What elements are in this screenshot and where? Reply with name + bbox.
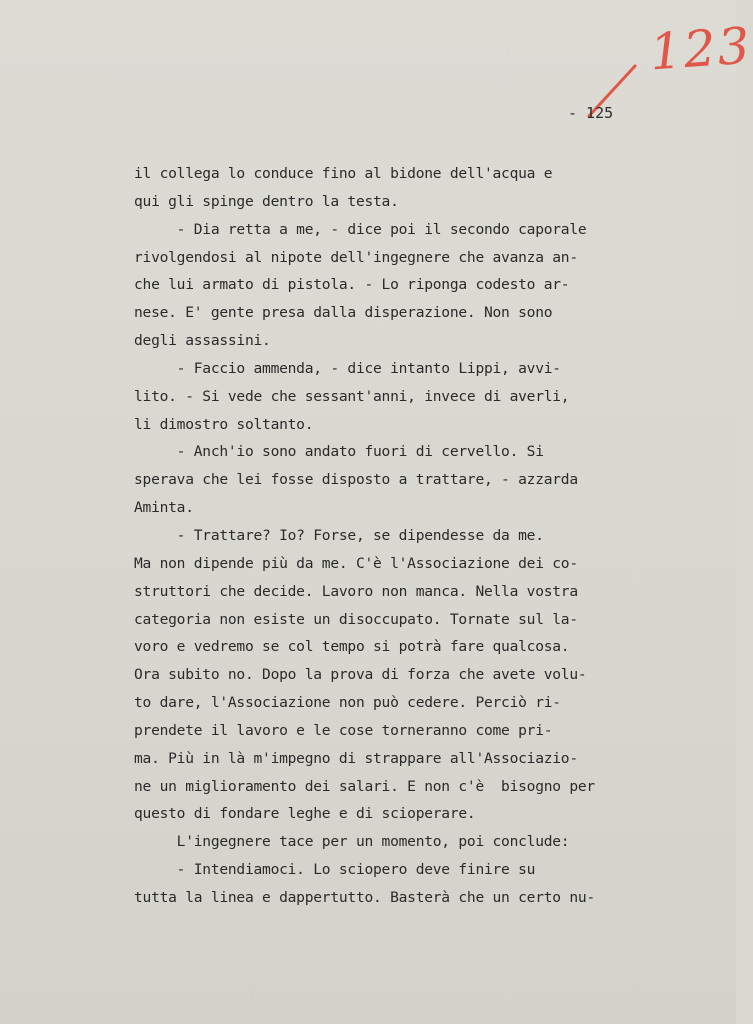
text-line: qui gli spinge dentro la testa. xyxy=(134,192,399,210)
text-line: categoria non esiste un disoccupato. Tornate sul la- xyxy=(134,610,578,628)
text-line: questo di fondare leghe e di scioperare. xyxy=(134,805,476,823)
text-line: to dare, l'Associazione non può cedere. Perciò ri- xyxy=(134,694,561,712)
text-line: - Faccio ammenda, - dice intanto Lippi, avvi- xyxy=(134,359,561,377)
text-line: voro e vedremo se col tempo si potrà fare qualcosa. xyxy=(134,638,570,656)
text-line: - Dia retta a me, - dice poi il secondo caporale xyxy=(134,220,587,238)
text-line: - Intendiamoci. Lo sciopero deve finire su xyxy=(134,861,536,879)
text-line: rivolgendosi al nipote dell'ingegnere che avanza an- xyxy=(134,248,578,266)
text-line: nese. E' gente presa dalla disperazione. Non sono xyxy=(134,304,553,322)
text-line: sperava che lei fosse disposto a trattare, - azzarda xyxy=(134,471,578,489)
text-line: - Trattare? Io? Forse, se dipendesse da me. xyxy=(134,526,544,544)
text-line: Ma non dipende più da me. C'è l'Associazione dei co- xyxy=(134,554,578,572)
text-line: ma. Più in là m'impegno di strappare all'Associazio- xyxy=(134,749,578,767)
text-line: lito. - Si vede che sessant'anni, invece di averli, xyxy=(134,387,570,405)
text-line: li dimostro soltanto. xyxy=(134,415,314,433)
text-line: Ora subito no. Dopo la prova di forza che avete volu- xyxy=(134,666,587,684)
text-line: Aminta. xyxy=(134,499,194,517)
page-number: - 125 xyxy=(568,104,614,122)
text-line: tutta la linea e dappertutto. Basterà che un certo nu- xyxy=(134,888,595,906)
text-line: degli assassini. xyxy=(134,332,271,350)
text-line: L'ingegnere tace per un momento, poi conclude: xyxy=(134,833,570,851)
handwritten-folio-number: 123 xyxy=(648,16,753,82)
text-line: il collega lo conduce fino al bidone dell'acqua e xyxy=(134,165,553,182)
typewritten-text-block xyxy=(134,160,674,912)
text-line: - Anch'io sono andato fuori di cervello. Si xyxy=(134,443,544,461)
text-line: struttori che decide. Lavoro non manca. Nella vostra xyxy=(134,582,578,600)
text-line: ne un miglioramento dei salari. E non c'è bisogno per xyxy=(134,777,595,795)
text-line: prendete il lavoro e le cose torneranno come pri- xyxy=(134,721,553,739)
text-line: che lui armato di pistola. - Lo riponga codesto ar- xyxy=(134,276,570,294)
